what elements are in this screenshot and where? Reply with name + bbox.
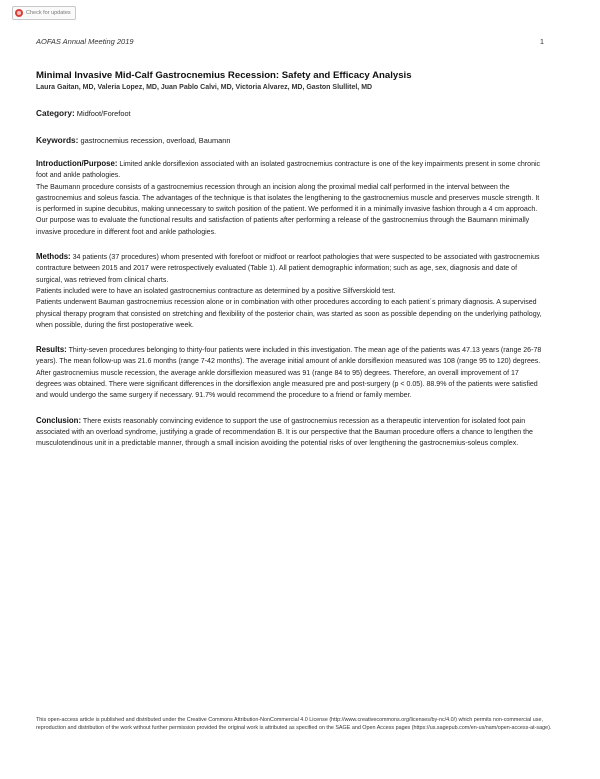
methods-paragraph-2: Patients included were to have an isolated gastrocnemius contracture as determined by a positive Silfverskiold test. — [36, 287, 396, 295]
section-conclusion — [36, 415, 544, 450]
section-methods — [36, 251, 544, 331]
article-body — [36, 70, 544, 450]
intro-text-1: Limited ankle dorsiflexion associated with an isolated gastrocnemius contracture is one of the key impairments present in some chronic foot and ankle pathologies. — [36, 161, 541, 180]
conclusion-paragraph-1 — [36, 415, 544, 450]
journal-name: AOFAS Annual Meeting 2019 — [36, 37, 134, 46]
keywords-line — [36, 135, 544, 145]
section-introduction — [36, 158, 544, 238]
page-number: 1 — [539, 37, 544, 46]
intro-paragraph-3: Our purpose was to evaluate the functional results and satisfaction of patients after performing a release of the gastrocnemius through the Baumann minimally invasive procedure in different foot and ankle pathologies. — [36, 217, 530, 236]
category-label: Category: — [36, 108, 75, 118]
article-title: Minimal Invasive Mid-Calf Gastrocnemius Recession: Safety and Efficacy Analysis — [36, 70, 412, 81]
article-authors: Laura Gaitan, MD, Valeria Lopez, MD, Juan Pablo Calvi, MD, Victoria Alvarez, MD, Gaston Slullitel, MD — [36, 84, 373, 91]
license-text: This open-access article is published and distributed under the Creative Commons Attribution-NonCommercial 4.0 License (http://www.creativecommons.org/licenses/by-nc/4.0/) which permits non-commercial use, reproduction and distribution of the work without further permission provided the original work is attributed as specified on the SAGE and Open Access pages (https://us.sagepub.com/en-us/nam/open-access-at-sage). — [36, 717, 552, 732]
category-value: Midfoot/Forefoot — [76, 109, 131, 118]
running-header — [36, 37, 544, 46]
results-text-1: Thirty-seven procedures belonging to thirty-four patients were included in this investigation. The mean age of the patients was 47.13 years (range 26-78 years). The mean follow-up was 21.6 months (range 7-42 months). The average initial amount of ankle dorsiflexion measured was 108 (range 95 to 120) degrees. After gastrocnemius muscle recession, the average ankle dorsiflexion measured was 91 (range 84 to 95) degrees. Therefore, an overall improvement of 17 degrees was obtained. There were significant differences in the dorsiflexion angle measured pre and post-surgery (p < 0.05). 88.9% of the patients were satisfied and would undergo the same surgery if necessary. 91.7% would recommend the procedure to a friend or family member. — [36, 347, 542, 400]
section-results — [36, 344, 544, 401]
keywords-label: Keywords: — [36, 135, 79, 145]
conclusion-label: Conclusion: — [36, 415, 82, 425]
intro-paragraph-2: The Baumann procedure consists of a gastrocnemius recession through an incision along the proximal medial calf performed in the interval between the gastrocnemius and soleus fascia. The advantages of the technique is that isolates the lengthening to the gastrocnemius muscle and preserves muscle strength. It is performed in supine decubitus, making unnecessary to switch position of the patient. We performed it in a minimally invasive fashion through a 4 cm approach. — [36, 183, 540, 214]
intro-paragraph-1 — [36, 158, 544, 182]
category-line — [36, 108, 544, 118]
crossmark-icon — [15, 9, 23, 17]
methods-paragraph-3: Patients underwent Bauman gastrocnemius recession alone or in combination with other procedures according to each patient´s primary diagnosis. A supervised physical therapy program that consisted on stretching and flexibility of the posterior chain, was started as soon as possible depending on the underlying pathology, when possible, during the first postoperative week. — [36, 299, 542, 329]
conclusion-text-1: There exists reasonably convincing evidence to support the use of gastrocnemius recession as a therapeutic intervention for isolated foot pain associated with an overload syndrome, justifying a grade of recommendation B. It is our perspective that the Bauman procedure offers a chance to lengthen the musculotendinous unit in a predictable manner, through a small incision avoiding the potential risks of over lengthening the gastrocnemius-soleus complex. — [36, 417, 533, 448]
methods-text-1: 34 patients (37 procedures) whom presented with forefoot or midfoot or rearfoot pathologies that were suspected to be associated with gastrocnemius contracture between 2015 and 2017 were retrospectively evaluated (Table 1). All patient demographic information; such as age, sex, diagnosis and date of surgical, was retrieved from clinical charts. — [36, 254, 540, 284]
methods-paragraph-1 — [36, 251, 544, 286]
license-footer — [36, 716, 570, 733]
check-for-updates-badge[interactable] — [12, 6, 76, 20]
methods-label: Methods: — [36, 252, 71, 262]
intro-label: Introduction/Purpose: — [36, 159, 118, 168]
results-label: Results: — [36, 345, 67, 355]
keywords-value: gastrocnemius recession, overload, Baumann — [80, 136, 231, 145]
check-for-updates-label: Check for updates — [26, 10, 71, 16]
results-paragraph-1 — [36, 344, 544, 401]
